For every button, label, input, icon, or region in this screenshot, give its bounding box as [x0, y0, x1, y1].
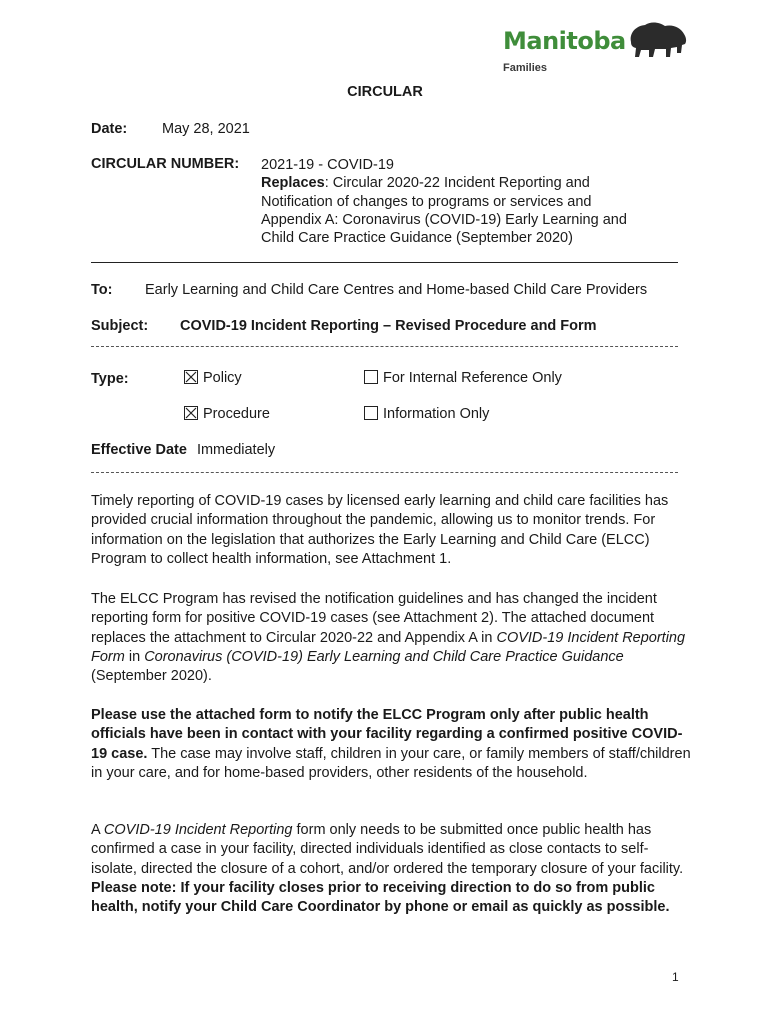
- type-option-information-only[interactable]: [364, 406, 489, 422]
- effective-date: [91, 442, 275, 458]
- subject-value: COVID-19 Incident Reporting – Revised Procedure and Form: [180, 318, 597, 334]
- replaces-line-3: Appendix A: Coronavirus (COVID-19) Early Learning and: [261, 211, 627, 228]
- unchecked-checkbox-icon[interactable]: [364, 370, 378, 384]
- paragraph-2-italic: COVID-19 Incident Reporting Form: [91, 629, 686, 665]
- divider: [91, 472, 678, 473]
- circular-number-block: [261, 156, 627, 247]
- paragraph-4-text: form only needs to be submitted once public health has confirmed a case in your facility, directed individuals identified as close contacts to self-isolate, directed the closure of a cohort, and/or ordered the temporary closure of your facility.: [91, 822, 684, 877]
- paragraph-4-italic: COVID-19 Incident Reporting: [103, 822, 293, 838]
- replaces-label: Replaces: [261, 175, 325, 192]
- replaces-line-4: Child Care Practice Guidance (September 2020): [261, 230, 573, 247]
- divider: [91, 262, 678, 263]
- paragraph-1: Timely reporting of COVID-19 cases by licensed early learning and child care facilities has provided crucial information throughout the pandemic, allowing us to monitor trends. For information on the legislation that authorizes the Early Learning and Child Care (ELCC) Program to collect health information, see Attachment 1.: [91, 493, 669, 567]
- circular-number-label: CIRCULAR NUMBER:: [91, 156, 240, 172]
- manitoba-logo: [503, 20, 688, 80]
- to-value: Early Learning and Child Care Centres and Home-based Child Care Providers: [145, 282, 648, 298]
- type-option-policy[interactable]: [184, 370, 242, 386]
- to-label: To:: [91, 282, 113, 298]
- checked-checkbox-icon[interactable]: [184, 370, 198, 384]
- paragraph-2-text: (September 2020).: [91, 668, 212, 685]
- type-option-label: Procedure: [203, 406, 270, 422]
- logo-wordmark: Manitoba: [503, 27, 626, 55]
- paragraph-3: [91, 706, 691, 783]
- paragraph-3-text: The case may involve staff, children in your care, or family members of staff/children in your care, and for home-based providers, other residents of the household.: [91, 745, 691, 781]
- paragraph-2-text: in: [124, 648, 145, 665]
- paragraph-4-bold: Please note: If your facility closes prior to receiving direction to do so from public health, notify your Child Care Coordinator by phone or email as quickly as possible.: [91, 879, 670, 916]
- replaces-line-2: Notification of changes to programs or services and: [261, 193, 592, 210]
- paragraph-4: [91, 821, 691, 917]
- paragraph-2-italic: Coronavirus (COVID-19) Early Learning and Child Care Practice Guidance: [144, 648, 624, 665]
- effective-date-label: Effective Date: [91, 442, 187, 458]
- document-title: CIRCULAR: [347, 84, 423, 100]
- checked-checkbox-icon[interactable]: [184, 406, 198, 420]
- paragraph-4-text: A: [91, 822, 104, 838]
- page-number: 1: [672, 970, 679, 984]
- paragraph-2: [91, 590, 691, 686]
- paragraph-2-text: The ELCC Program has revised the notification guidelines and has changed the incident reporting form for positive COVID-19 cases (see Attachment 2). The attached document replaces the attachment to Circular 2020-22 and Appendix A in: [91, 591, 657, 646]
- circular-number-value: 2021-19 - COVID-19: [261, 157, 394, 173]
- type-option-internal-reference[interactable]: [364, 370, 562, 386]
- type-option-label: Information Only: [383, 406, 490, 422]
- subject-label: Subject:: [91, 318, 149, 334]
- type-label: Type:: [91, 371, 129, 387]
- bison-icon: [625, 20, 689, 60]
- unchecked-checkbox-icon[interactable]: [364, 406, 378, 420]
- logo-subtitle: Families: [503, 62, 548, 74]
- effective-date-value: Immediately: [196, 442, 276, 458]
- paragraph-3-bold: Please use the attached form to notify the ELCC Program only after public health officials have been in contact with your facility regarding a confirmed positive COVID-19 case.: [91, 707, 683, 762]
- type-option-label: Policy: [203, 370, 242, 386]
- date-value: May 28, 2021: [162, 121, 250, 137]
- replaces-line-1: : Circular 2020-22 Incident Reporting and: [324, 175, 590, 192]
- divider: [91, 346, 678, 347]
- type-option-procedure[interactable]: [184, 406, 270, 422]
- type-option-label: For Internal Reference Only: [383, 370, 562, 386]
- date-label: Date:: [91, 121, 128, 137]
